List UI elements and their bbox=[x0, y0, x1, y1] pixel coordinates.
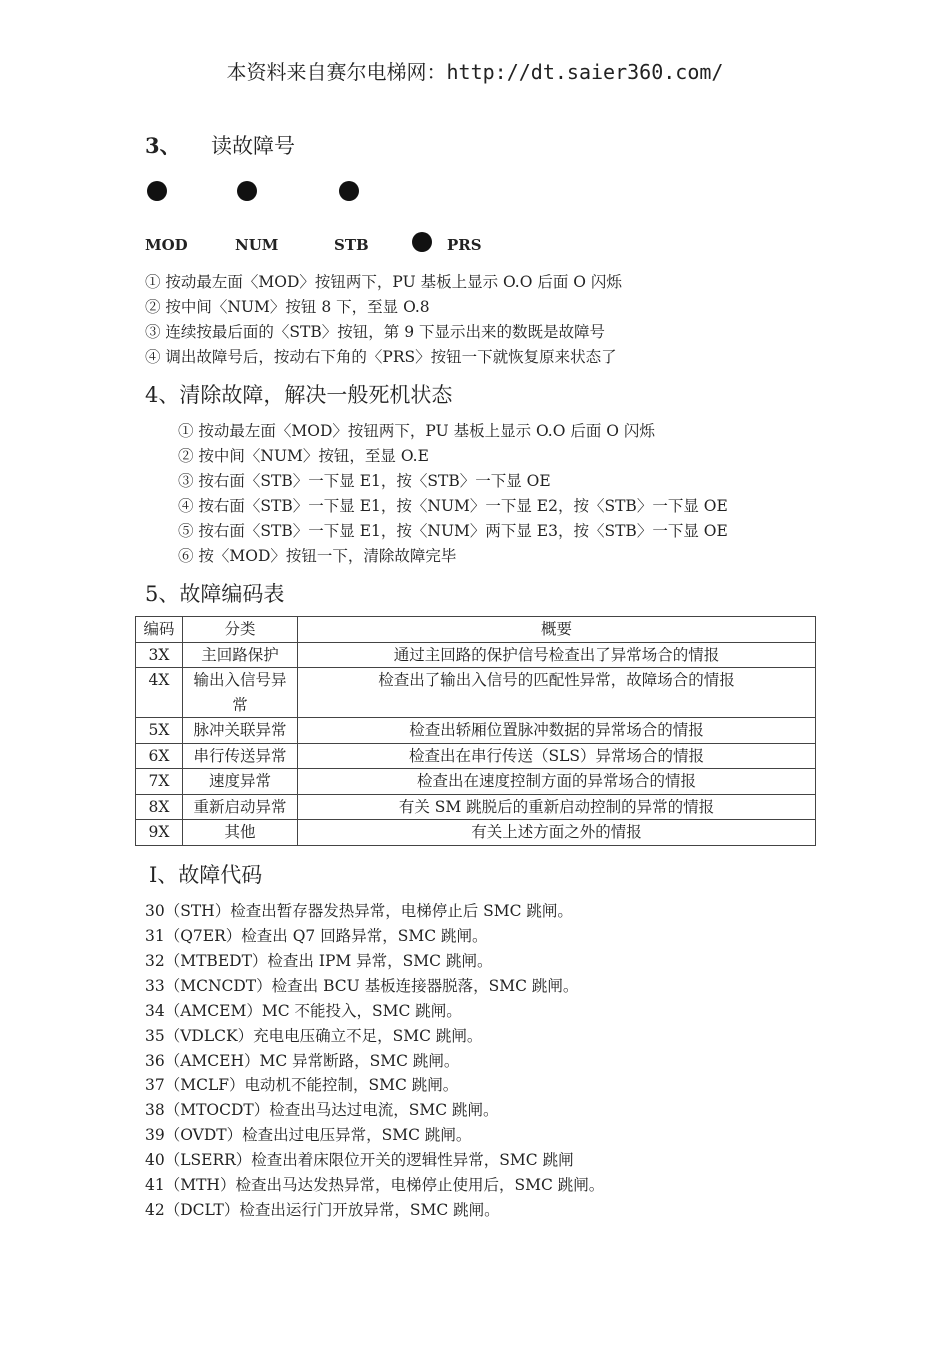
section3-step-2: ② 按中间〈NUM〉按钮 8 下，至显 O.8 bbox=[145, 298, 430, 316]
prs-button-dot bbox=[412, 232, 432, 252]
section4-step-2: ② 按中间〈NUM〉按钮，至显 O.E bbox=[178, 447, 429, 465]
fault-code-38: 38（MTOCDT）检查出马达过电流，SMC 跳闸。 bbox=[145, 1101, 499, 1119]
fault-code-37: 37（MCLF）电动机不能控制，SMC 跳闸。 bbox=[145, 1076, 459, 1094]
section3-step-4: ④ 调出故障号后，按动右下角的〈PRS〉按钮一下就恢复原来状态了 bbox=[145, 348, 617, 366]
summary-cell: 检查出轿厢位置脉冲数据的异常场合的情报 bbox=[298, 718, 816, 744]
summary-cell: 检查出了输出入信号的匹配性异常，故障场合的情报 bbox=[298, 668, 816, 718]
category-cell: 脉冲关联异常 bbox=[183, 718, 298, 744]
summary-cell: 通过主回路的保护信号检查出了异常场合的情报 bbox=[298, 642, 816, 668]
table-row bbox=[136, 769, 816, 795]
category-cell: 重新启动异常 bbox=[183, 794, 298, 820]
table-row bbox=[136, 743, 816, 769]
fault-code-41: 41（MTH）检查出马达发热异常，电梯停止使用后，SMC 跳闸。 bbox=[145, 1176, 605, 1194]
category-cell: 速度异常 bbox=[183, 769, 298, 795]
section4-step-5: ⑤ 按右面〈STB〉一下显 E1，按〈NUM〉两下显 E3，按〈STB〉一下显 OE bbox=[178, 522, 728, 540]
code-cell: 3X bbox=[136, 642, 183, 668]
prs-label: PRS bbox=[447, 236, 482, 254]
section3-step-3: ③ 连续按最后面的〈STB〉按钮，第 9 下显示出来的数既是故障号 bbox=[145, 323, 605, 341]
section4-title: 4、清除故障，解决一般死机状态 bbox=[145, 383, 453, 407]
table-row bbox=[136, 642, 816, 668]
fault-code-34: 34（AMCEM）MC 不能投入，SMC 跳闸。 bbox=[145, 1002, 462, 1020]
fault-code-42: 42（DCLT）检查出运行门开放异常，SMC 跳闸。 bbox=[145, 1201, 500, 1219]
category-cell: 其他 bbox=[183, 820, 298, 846]
section3-title: 读故障号 bbox=[211, 134, 295, 158]
table-row bbox=[136, 718, 816, 744]
code-cell: 9X bbox=[136, 820, 183, 846]
table-row bbox=[136, 794, 816, 820]
fault-code-table bbox=[135, 616, 816, 846]
stb-button-dot bbox=[339, 181, 359, 201]
mod-button-dot bbox=[147, 181, 167, 201]
page-header: 本资料来自赛尔电梯网：http://dt.saier360.com/ bbox=[226, 60, 724, 84]
fault-code-32: 32（MTBEDT）检查出 IPM 异常，SMC 跳闸。 bbox=[145, 952, 493, 970]
fault-code-40: 40（LSERR）检查出着床限位开关的逻辑性异常，SMC 跳闸 bbox=[145, 1151, 574, 1169]
table-row bbox=[136, 668, 816, 718]
category-cell: 主回路保护 bbox=[183, 642, 298, 668]
summary-cell: 检查出在速度控制方面的异常场合的情报 bbox=[298, 769, 816, 795]
summary-cell: 有关 SM 跳脱后的重新启动控制的异常的情报 bbox=[298, 794, 816, 820]
code-cell: 5X bbox=[136, 718, 183, 744]
code-cell: 8X bbox=[136, 794, 183, 820]
sectionI-title: Ⅰ、故障代码 bbox=[149, 863, 263, 887]
code-cell: 4X bbox=[136, 668, 183, 718]
mod-label: MOD bbox=[145, 236, 188, 254]
section3-number: 3、 bbox=[145, 133, 181, 158]
fault-code-31: 31（Q7ER）检查出 Q7 回路异常，SMC 跳闸。 bbox=[145, 927, 488, 945]
section4-step-1: ① 按动最左面〈MOD〉按钮两下，PU 基板上显示 O.O 后面 O 闪烁 bbox=[178, 422, 655, 440]
fault-code-35: 35（VDLCK）充电电压确立不足，SMC 跳闸。 bbox=[145, 1027, 483, 1045]
header-category: 分类 bbox=[183, 617, 298, 643]
code-cell: 7X bbox=[136, 769, 183, 795]
fault-code-33: 33（MCNCDT）检查出 BCU 基板连接器脱落，SMC 跳闸。 bbox=[145, 977, 579, 995]
fault-code-39: 39（OVDT）检查出过电压异常，SMC 跳闸。 bbox=[145, 1126, 472, 1144]
fault-code-30: 30（STH）检查出暂存器发热异常，电梯停止后 SMC 跳闸。 bbox=[145, 902, 573, 920]
stb-label: STB bbox=[334, 236, 369, 254]
section4-step-3: ③ 按右面〈STB〉一下显 E1，按〈STB〉一下显 OE bbox=[178, 472, 551, 490]
category-cell: 串行传送异常 bbox=[183, 743, 298, 769]
section3-step-1: ① 按动最左面〈MOD〉按钮两下，PU 基板上显示 O.O 后面 O 闪烁 bbox=[145, 273, 622, 291]
table-row bbox=[136, 820, 816, 846]
summary-cell: 检查出在串行传送（SLS）异常场合的情报 bbox=[298, 743, 816, 769]
section4-step-6: ⑥ 按〈MOD〉按钮一下，清除故障完毕 bbox=[178, 547, 457, 565]
summary-cell: 有关上述方面之外的情报 bbox=[298, 820, 816, 846]
header-summary: 概要 bbox=[298, 617, 816, 643]
category-cell: 输出入信号异常 bbox=[183, 668, 298, 718]
section4-step-4: ④ 按右面〈STB〉一下显 E1，按〈NUM〉一下显 E2，按〈STB〉一下显 OE bbox=[178, 497, 728, 515]
fault-code-36: 36（AMCEH）MC 异常断路，SMC 跳闸。 bbox=[145, 1052, 460, 1070]
table-header-row bbox=[136, 617, 816, 643]
num-label: NUM bbox=[235, 236, 279, 254]
header-code: 编码 bbox=[136, 617, 183, 643]
num-button-dot bbox=[237, 181, 257, 201]
code-cell: 6X bbox=[136, 743, 183, 769]
section5-title: 5、故障编码表 bbox=[145, 582, 285, 606]
